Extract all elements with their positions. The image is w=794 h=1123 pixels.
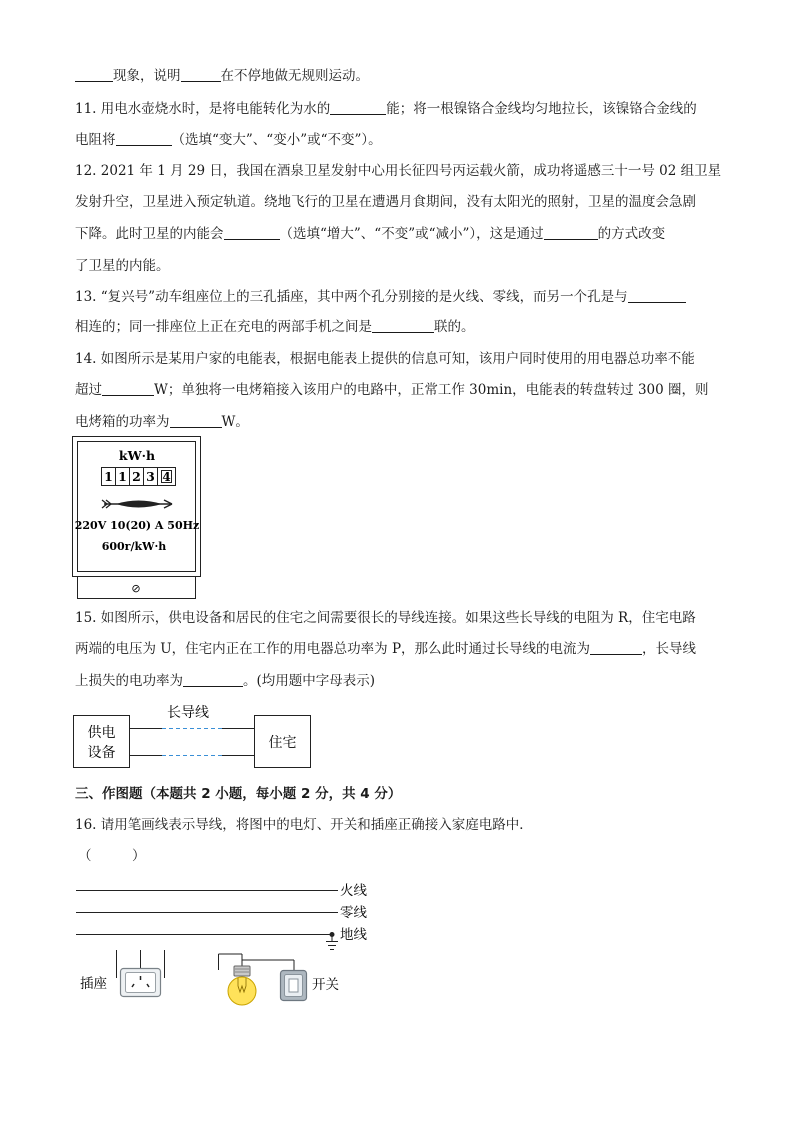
answer-blank <box>224 225 280 240</box>
socket-label: 插座 <box>80 976 107 992</box>
answer-blank <box>628 288 686 303</box>
supply-device-label-1: 供电 <box>87 725 116 741</box>
q13-line-2: 相连的；同一排座位上正在充电的两部手机之间是 联的。 <box>75 319 475 335</box>
q12-line-3: 下降。此时卫星的内能会 （选填“增大”、“不变”或“减小”），这是通过 的方式改变 <box>75 226 666 242</box>
q12-line-2: 发射升空，卫星进入预定轨道。绕地飞行的卫星在遭遇月食期间，没有太阳光的照射，卫星的温度会急剧 <box>75 194 696 210</box>
meter-digit: 1 <box>118 469 127 484</box>
q12-line-4: 了卫星的内能。 <box>75 258 170 274</box>
q15-line-1: 15. 如图所示，供电设备和居民的住宅之间需要很长的导线连接。如果这些长导线的电阻为 R，住宅电路 <box>75 610 696 626</box>
supply-device-label-2: 设备 <box>87 745 116 761</box>
answer-blank <box>183 672 243 687</box>
meter-digit-window <box>102 468 176 486</box>
q15-line-2: 两端的电压为 U，住宅内正在工作的用电器总功率为 P，那么此时通过长导线的电流为 ，长导线 <box>75 641 697 657</box>
q14-line-2: 超过 W；单独将一电烤箱接入该用户的电路中，正常工作 30min，电能表的转盘转过 300 圈，则 <box>75 382 709 398</box>
answer-blank <box>170 413 222 428</box>
q15-line-3: 上损失的电功率为 。(均用题中字母表示) <box>75 673 376 689</box>
q11-line-1: 11. 用电水壶烧水时，是将电能转化为水的 能；将一根镍铬合金线均匀地拉长，该镍铬合金线的 <box>75 101 697 117</box>
q13-line-1: 13. “复兴号”动车组座位上的三孔插座，其中两个孔分别接的是火线、零线，而另一个孔是与 <box>75 287 686 307</box>
q10-tail-line: 现象，说明 在不停地做无规则运动。 <box>75 66 369 86</box>
answer-blank <box>544 225 598 240</box>
q11-line-2: 电阻将 （选填“变大”、“变小”或“不变”）。 <box>75 132 382 148</box>
q12-line-1: 12. 2021 年 1 月 29 日，我国在酒泉卫星发射中心用长征四号丙运载火箭，成功将遥感三十一号 02 组卫星 <box>75 163 722 179</box>
answer-blank <box>181 67 221 82</box>
answer-blank <box>330 100 386 115</box>
answer-blank <box>75 67 113 82</box>
meter-unit: kW·h <box>118 448 156 463</box>
meter-spec-revolutions: 600r/kW·h <box>101 540 167 553</box>
meter-spec-voltage-current: 220V 10(20) A 50Hz <box>74 519 200 532</box>
answer-blank <box>372 318 434 333</box>
q16-answer-paren: （ ） <box>78 848 146 864</box>
answer-blank <box>590 640 642 655</box>
ground-wire-label: 地线 <box>340 927 367 943</box>
meter-seal-icon: ⊘ <box>131 582 141 595</box>
live-wire-label: 火线 <box>340 883 367 899</box>
switch-label: 开关 <box>312 977 339 993</box>
long-wire-label: 长导线 <box>167 705 209 721</box>
q14-line-1: 14. 如图所示是某用户家的电能表，根据电能表上提供的信息可知，该用户同时使用的用电器总功率不能 <box>75 351 695 367</box>
meter-digit: 2 <box>132 469 141 484</box>
q16-line-1: 16. 请用笔画线表示导线，将图中的电灯、开关和插座正确接入家庭电路中． <box>75 817 533 833</box>
section-header: 三、作图题（本题共 2 小题，每小题 2 分，共 4 分） <box>75 786 402 802</box>
meter-digit: 3 <box>146 469 155 484</box>
neutral-wire-label: 零线 <box>340 905 367 921</box>
switch-icon <box>281 971 307 1001</box>
answer-blank <box>116 131 172 146</box>
meter-digit: 1 <box>104 469 113 484</box>
q14-line-3: 电烤箱的功率为 W。 <box>75 414 249 430</box>
socket-icon <box>117 950 165 997</box>
rotation-arrow-icon <box>102 500 172 508</box>
power-supply-diagram <box>72 700 332 772</box>
house-label: 住宅 <box>268 735 297 751</box>
household-circuit-diagram <box>72 874 382 1010</box>
energy-meter-figure <box>72 436 204 600</box>
meter-digit: 4 <box>162 470 171 484</box>
answer-blank <box>102 381 154 396</box>
